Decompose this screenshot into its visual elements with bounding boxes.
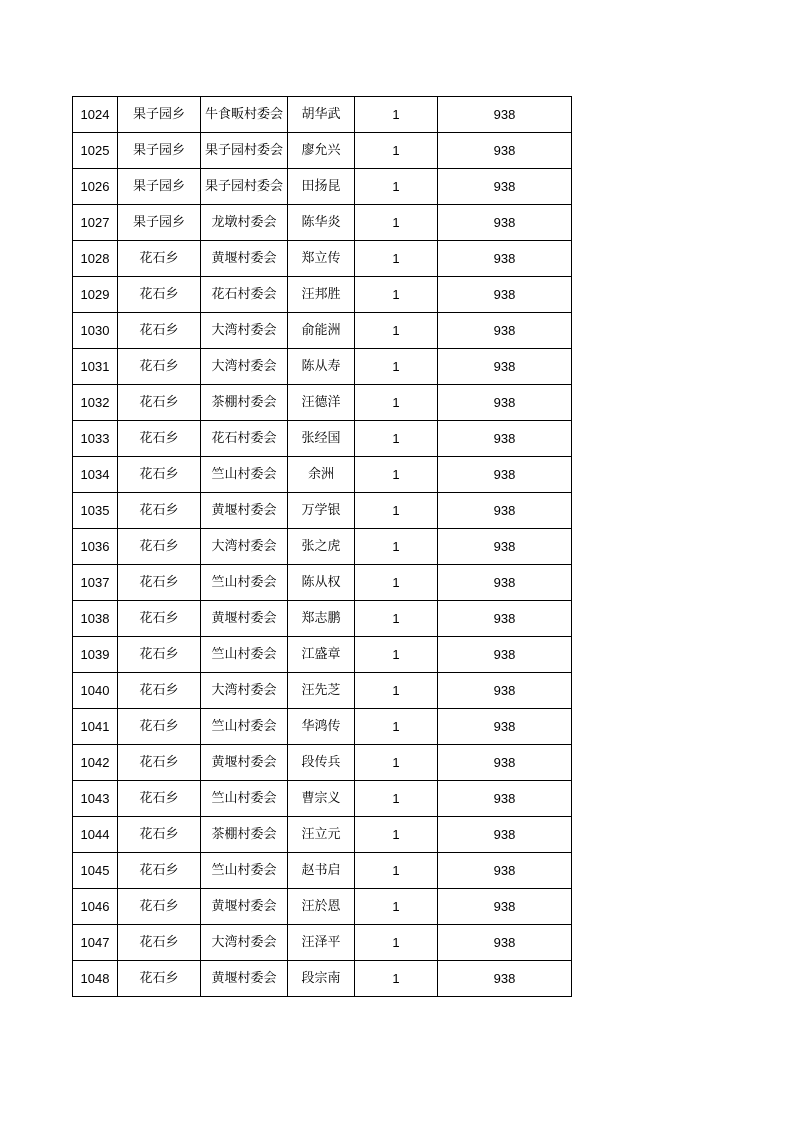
table-row xyxy=(73,781,572,817)
cell-id: 1035 xyxy=(73,493,118,529)
cell-name: 张经国 xyxy=(288,421,355,457)
cell-count: 1 xyxy=(355,673,438,709)
cell-amount: 938 xyxy=(438,313,572,349)
cell-id: 1038 xyxy=(73,601,118,637)
cell-village: 竺山村委会 xyxy=(201,637,288,673)
cell-village: 龙墩村委会 xyxy=(201,205,288,241)
cell-amount: 938 xyxy=(438,241,572,277)
table-row xyxy=(73,925,572,961)
cell-township: 花石乡 xyxy=(118,313,201,349)
cell-id: 1029 xyxy=(73,277,118,313)
cell-township: 果子园乡 xyxy=(118,97,201,133)
cell-id: 1043 xyxy=(73,781,118,817)
table-row xyxy=(73,637,572,673)
cell-amount: 938 xyxy=(438,421,572,457)
cell-township: 花石乡 xyxy=(118,241,201,277)
cell-township: 花石乡 xyxy=(118,457,201,493)
cell-id: 1046 xyxy=(73,889,118,925)
cell-village: 花石村委会 xyxy=(201,421,288,457)
cell-township: 花石乡 xyxy=(118,529,201,565)
cell-count: 1 xyxy=(355,457,438,493)
cell-village: 黄堰村委会 xyxy=(201,961,288,997)
cell-name: 赵书启 xyxy=(288,853,355,889)
cell-count: 1 xyxy=(355,385,438,421)
cell-name: 汪於恩 xyxy=(288,889,355,925)
cell-amount: 938 xyxy=(438,637,572,673)
cell-count: 1 xyxy=(355,817,438,853)
cell-id: 1025 xyxy=(73,133,118,169)
cell-amount: 938 xyxy=(438,925,572,961)
cell-name: 郑志鹏 xyxy=(288,601,355,637)
cell-amount: 938 xyxy=(438,709,572,745)
cell-amount: 938 xyxy=(438,349,572,385)
cell-township: 花石乡 xyxy=(118,781,201,817)
cell-count: 1 xyxy=(355,97,438,133)
cell-village: 竺山村委会 xyxy=(201,781,288,817)
table-row xyxy=(73,421,572,457)
cell-name: 余洲 xyxy=(288,457,355,493)
table-row xyxy=(73,889,572,925)
table-row xyxy=(73,853,572,889)
roster-table xyxy=(72,96,572,997)
cell-id: 1040 xyxy=(73,673,118,709)
cell-name: 汪德洋 xyxy=(288,385,355,421)
cell-amount: 938 xyxy=(438,277,572,313)
cell-village: 竺山村委会 xyxy=(201,565,288,601)
table-row xyxy=(73,709,572,745)
cell-id: 1033 xyxy=(73,421,118,457)
table-row xyxy=(73,349,572,385)
cell-amount: 938 xyxy=(438,457,572,493)
cell-amount: 938 xyxy=(438,889,572,925)
cell-township: 花石乡 xyxy=(118,277,201,313)
cell-id: 1047 xyxy=(73,925,118,961)
cell-village: 黄堰村委会 xyxy=(201,241,288,277)
table-row xyxy=(73,205,572,241)
cell-township: 花石乡 xyxy=(118,421,201,457)
cell-id: 1048 xyxy=(73,961,118,997)
cell-id: 1028 xyxy=(73,241,118,277)
cell-count: 1 xyxy=(355,313,438,349)
cell-id: 1037 xyxy=(73,565,118,601)
cell-amount: 938 xyxy=(438,385,572,421)
cell-township: 果子园乡 xyxy=(118,133,201,169)
cell-count: 1 xyxy=(355,349,438,385)
cell-id: 1032 xyxy=(73,385,118,421)
cell-count: 1 xyxy=(355,421,438,457)
cell-id: 1041 xyxy=(73,709,118,745)
cell-count: 1 xyxy=(355,961,438,997)
cell-village: 竺山村委会 xyxy=(201,853,288,889)
cell-township: 花石乡 xyxy=(118,853,201,889)
cell-count: 1 xyxy=(355,133,438,169)
cell-name: 陈从寿 xyxy=(288,349,355,385)
table-row xyxy=(73,385,572,421)
cell-township: 花石乡 xyxy=(118,817,201,853)
cell-name: 田扬昆 xyxy=(288,169,355,205)
cell-id: 1042 xyxy=(73,745,118,781)
cell-amount: 938 xyxy=(438,673,572,709)
cell-village: 花石村委会 xyxy=(201,277,288,313)
cell-amount: 938 xyxy=(438,529,572,565)
roster-sheet xyxy=(72,96,572,997)
cell-village: 黄堰村委会 xyxy=(201,889,288,925)
table-row xyxy=(73,493,572,529)
cell-id: 1045 xyxy=(73,853,118,889)
cell-township: 果子园乡 xyxy=(118,169,201,205)
cell-village: 茶棚村委会 xyxy=(201,817,288,853)
cell-village: 大湾村委会 xyxy=(201,529,288,565)
table-row xyxy=(73,241,572,277)
cell-township: 花石乡 xyxy=(118,925,201,961)
cell-amount: 938 xyxy=(438,961,572,997)
cell-count: 1 xyxy=(355,169,438,205)
cell-township: 花石乡 xyxy=(118,601,201,637)
cell-name: 汪泽平 xyxy=(288,925,355,961)
table-row xyxy=(73,277,572,313)
cell-township: 花石乡 xyxy=(118,961,201,997)
cell-amount: 938 xyxy=(438,745,572,781)
cell-village: 黄堰村委会 xyxy=(201,745,288,781)
cell-village: 大湾村委会 xyxy=(201,349,288,385)
cell-amount: 938 xyxy=(438,205,572,241)
table-row xyxy=(73,673,572,709)
cell-township: 果子园乡 xyxy=(118,205,201,241)
cell-village: 黄堰村委会 xyxy=(201,493,288,529)
cell-id: 1036 xyxy=(73,529,118,565)
cell-village: 茶棚村委会 xyxy=(201,385,288,421)
cell-id: 1031 xyxy=(73,349,118,385)
cell-id: 1039 xyxy=(73,637,118,673)
cell-count: 1 xyxy=(355,925,438,961)
cell-amount: 938 xyxy=(438,493,572,529)
cell-amount: 938 xyxy=(438,601,572,637)
cell-township: 花石乡 xyxy=(118,349,201,385)
table-row xyxy=(73,313,572,349)
cell-village: 大湾村委会 xyxy=(201,313,288,349)
cell-amount: 938 xyxy=(438,169,572,205)
cell-name: 华鸿传 xyxy=(288,709,355,745)
table-row xyxy=(73,565,572,601)
cell-count: 1 xyxy=(355,781,438,817)
cell-id: 1034 xyxy=(73,457,118,493)
cell-village: 果子园村委会 xyxy=(201,133,288,169)
cell-name: 汪立元 xyxy=(288,817,355,853)
table-row xyxy=(73,97,572,133)
cell-name: 段宗南 xyxy=(288,961,355,997)
cell-id: 1024 xyxy=(73,97,118,133)
cell-name: 曹宗义 xyxy=(288,781,355,817)
cell-amount: 938 xyxy=(438,133,572,169)
cell-amount: 938 xyxy=(438,565,572,601)
cell-name: 廖允兴 xyxy=(288,133,355,169)
cell-count: 1 xyxy=(355,241,438,277)
cell-count: 1 xyxy=(355,709,438,745)
cell-village: 黄堰村委会 xyxy=(201,601,288,637)
cell-name: 汪邦胜 xyxy=(288,277,355,313)
cell-amount: 938 xyxy=(438,97,572,133)
cell-name: 江盛章 xyxy=(288,637,355,673)
cell-name: 陈从权 xyxy=(288,565,355,601)
cell-count: 1 xyxy=(355,277,438,313)
cell-township: 花石乡 xyxy=(118,745,201,781)
cell-township: 花石乡 xyxy=(118,709,201,745)
cell-amount: 938 xyxy=(438,781,572,817)
table-row xyxy=(73,457,572,493)
cell-village: 大湾村委会 xyxy=(201,673,288,709)
cell-amount: 938 xyxy=(438,817,572,853)
cell-count: 1 xyxy=(355,565,438,601)
cell-village: 竺山村委会 xyxy=(201,457,288,493)
cell-name: 万学银 xyxy=(288,493,355,529)
cell-count: 1 xyxy=(355,493,438,529)
table-row xyxy=(73,817,572,853)
cell-id: 1044 xyxy=(73,817,118,853)
cell-village: 果子园村委会 xyxy=(201,169,288,205)
cell-count: 1 xyxy=(355,205,438,241)
cell-name: 陈华炎 xyxy=(288,205,355,241)
cell-township: 花石乡 xyxy=(118,565,201,601)
cell-count: 1 xyxy=(355,601,438,637)
cell-name: 郑立传 xyxy=(288,241,355,277)
cell-id: 1030 xyxy=(73,313,118,349)
cell-amount: 938 xyxy=(438,853,572,889)
cell-count: 1 xyxy=(355,745,438,781)
cell-id: 1026 xyxy=(73,169,118,205)
cell-township: 花石乡 xyxy=(118,385,201,421)
table-row xyxy=(73,961,572,997)
roster-table-body xyxy=(73,97,572,997)
cell-name: 胡华武 xyxy=(288,97,355,133)
table-row xyxy=(73,133,572,169)
cell-id: 1027 xyxy=(73,205,118,241)
cell-count: 1 xyxy=(355,889,438,925)
cell-name: 段传兵 xyxy=(288,745,355,781)
table-row xyxy=(73,169,572,205)
cell-village: 牛食畈村委会 xyxy=(201,97,288,133)
cell-village: 竺山村委会 xyxy=(201,709,288,745)
table-row xyxy=(73,601,572,637)
cell-name: 张之虎 xyxy=(288,529,355,565)
cell-count: 1 xyxy=(355,529,438,565)
cell-township: 花石乡 xyxy=(118,637,201,673)
cell-township: 花石乡 xyxy=(118,889,201,925)
cell-township: 花石乡 xyxy=(118,673,201,709)
cell-count: 1 xyxy=(355,637,438,673)
cell-name: 汪先芝 xyxy=(288,673,355,709)
table-row xyxy=(73,529,572,565)
cell-name: 俞能洲 xyxy=(288,313,355,349)
table-row xyxy=(73,745,572,781)
cell-village: 大湾村委会 xyxy=(201,925,288,961)
cell-count: 1 xyxy=(355,853,438,889)
cell-township: 花石乡 xyxy=(118,493,201,529)
